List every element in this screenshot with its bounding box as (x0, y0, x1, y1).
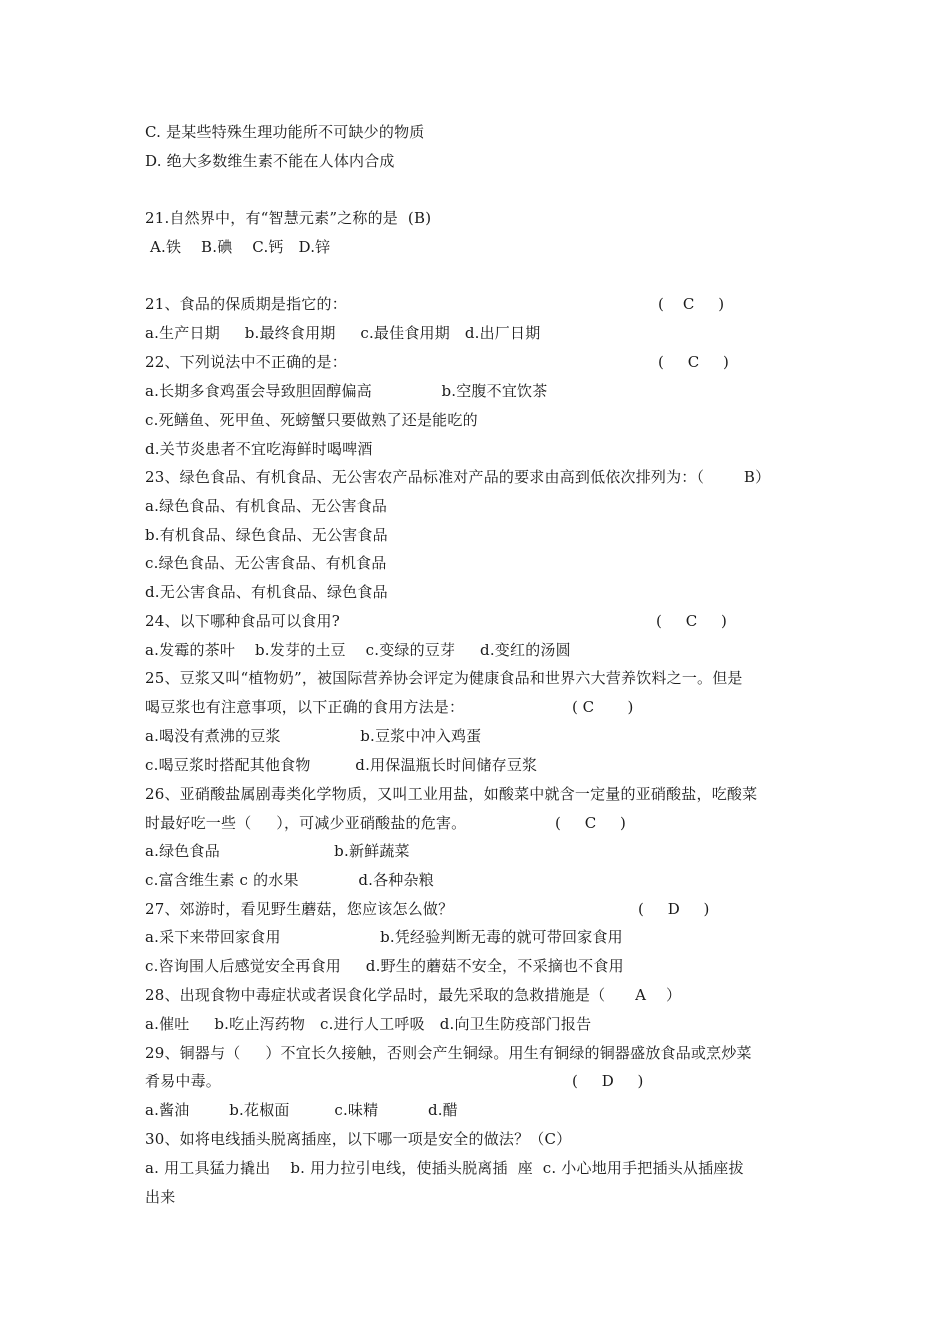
answer-paren: ( D ) (638, 900, 710, 918)
answer-paren: ( D ) (572, 1072, 644, 1090)
option-line: a.发霉的茶叶 b.发芽的土豆 c.变绿的豆芽 d.变红的汤圆 (145, 641, 571, 659)
option-line: a.绿色食品、有机食品、无公害食品 (145, 497, 388, 515)
question-line: 30、如将电线插头脱离插座，以下哪一项是安全的做法？（C） (145, 1130, 572, 1148)
option-line: a.生产日期 b.最终食用期 c.最佳食用期 d.出厂日期 (145, 324, 541, 342)
question-line: 29、铜器与（ ）不宜长久接触，否则会产生铜绿。用生有铜绿的铜器盛放食品或烹炒菜 (145, 1044, 752, 1062)
option-line: D. 绝大多数维生素不能在人体内合成 (145, 152, 395, 170)
option-line: c.富含维生素 c 的水果 d.各种杂粮 (145, 871, 434, 889)
option-line: a.绿色食品 b.新鲜蔬菜 (145, 842, 410, 860)
question-line: 28、出现食物中毒症状或者误食化学品时，最先采取的急救措施是（ A ） (145, 986, 682, 1004)
question-line: 23、绿色食品、有机食品、无公害农产品标准对产品的要求由高到低依次排列为：（ B） (145, 468, 771, 486)
option-line: a.酱油 b.花椒面 c.味精 d.醋 (145, 1101, 458, 1119)
question-line: 22、下列说法中不正确的是： (145, 353, 347, 371)
question-line: 24、以下哪种食品可以食用? (145, 612, 340, 630)
option-line: C. 是某些特殊生理功能所不可缺少的物质 (145, 123, 425, 141)
answer-paren: ( C ) (658, 295, 725, 313)
question-line: 喝豆浆也有注意事项，以下正确的食用方法是： (145, 698, 465, 716)
question-line: 时最好吃一些（ ），可减少亚硝酸盐的危害。 (145, 814, 467, 832)
answer-paren: ( C ) (656, 612, 727, 630)
option-line: 出来 (145, 1188, 176, 1206)
answer-paren: ( C ) (572, 698, 634, 716)
option-line: d.关节炎患者不宜吃海鲜时喝啤酒 (145, 440, 373, 458)
option-line: a.催吐 b.吃止泻药物 c.进行人工呼吸 d.向卫生防疫部门报告 (145, 1015, 592, 1033)
option-line: c.喝豆浆时搭配其他食物 d.用保温瓶长时间储存豆浆 (145, 756, 538, 774)
question-line: 21.自然界中，有“智慧元素”之称的是 (B) (145, 209, 432, 227)
option-line: c.死鳝鱼、死甲鱼、死螃蟹只要做熟了还是能吃的 (145, 411, 478, 429)
question-line: 肴易中毒。 (145, 1072, 222, 1090)
option-line: d.无公害食品、有机食品、绿色食品 (145, 583, 388, 601)
option-line: a.长期多食鸡蛋会导致胆固醇偏高 b.空腹不宜饮茶 (145, 382, 548, 400)
question-line: 26、亚硝酸盐属剧毒类化学物质，又叫工业用盐，如酸菜中就含一定量的亚硝酸盐，吃酸菜 (145, 785, 758, 803)
option-line: c.咨询围人后感觉安全再食用 d.野生的蘑菇不安全，不采摘也不食用 (145, 957, 624, 975)
option-line: a.采下来带回家食用 b.凭经验判断无毒的就可带回家食用 (145, 928, 623, 946)
question-line: 27、郊游时，看见野生蘑菇，您应该怎么做？ (145, 900, 454, 918)
answer-paren: ( C ) (658, 353, 729, 371)
question-line: 25、豆浆又叫“植物奶”，被国际营养协会评定为健康食品和世界六大营养饮料之一。但是 (145, 669, 743, 687)
question-line: 21、食品的保质期是指它的： (145, 295, 347, 313)
option-line: b.有机食品、绿色食品、无公害食品 (145, 526, 388, 544)
option-line: A.铁 B.碘 C.钙 D.锌 (145, 238, 331, 256)
option-line: c.绿色食品、无公害食品、有机食品 (145, 554, 387, 572)
answer-paren: ( C ) (555, 814, 626, 832)
option-line: a. 用工具猛力撬出 b. 用力拉引电线，使插头脱离插 座 c. 小心地用手把插头从插座拔 (145, 1159, 744, 1177)
option-line: a.喝没有煮沸的豆浆 b.豆浆中冲入鸡蛋 (145, 727, 482, 745)
